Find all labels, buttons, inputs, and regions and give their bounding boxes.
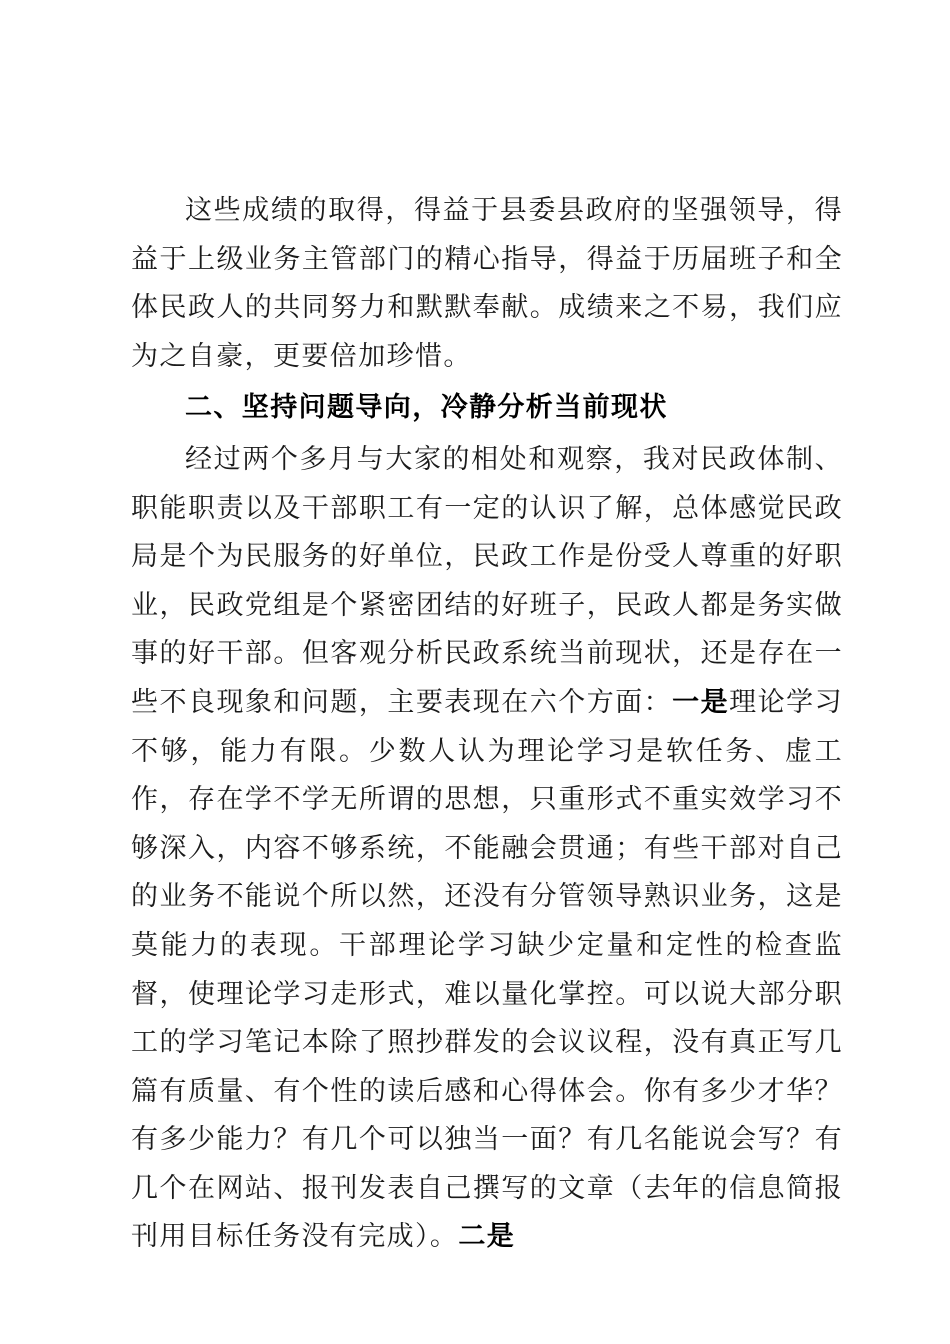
point-marker-two: 二是	[458, 1221, 516, 1253]
section-heading	[131, 384, 843, 433]
document-body	[131, 187, 843, 1262]
paragraph-current-status-intro: 经过两个多月与大家的相处和观察，我对民政体制、职能职责以及干部职工有一定的认识了解，总体感觉民政局是个为民服务的好单位，民政工作是份受人尊重的好职业，民政党组是个紧密团结的好班子，民政人都是务实做事的好干部。但客观分析民政系统当前现状，还是存在一些不良现象和问题，主要表现在六个方面：	[131, 443, 843, 718]
paragraph-current-status-point-one: 理论学习不够，能力有限。少数人认为理论学习是软任务、虚工作，存在学不学无所谓的思想，只重形式不重实效学习不够深入，内容不够系统，不能融会贯通；有些干部对自己的业务不能说个所以然，还没有分管领导熟识业务，这是莫能力的表现。干部理论学习缺少定量和定性的检查监督，使理论学习走形式，难以量化掌控。可以说大部分职工的学习笔记本除了照抄群发的会议议程，没有真正写几篇有质量、有个性的读后感和心得体会。你有多少才华？有多少能力？有几个可以独当一面？有几名能说会写？有几个在网站、报刊发表自己撰写的文章（去年的信息简报刊用目标任务没有完成）。	[131, 686, 843, 1253]
paragraph-achievements	[131, 187, 843, 381]
paragraph-achievements-text: 这些成绩的取得，得益于县委县政府的坚强领导，得益于上级业务主管部门的精心指导，得益于历届班子和全体民政人的共同努力和默默奉献。成绩来之不易，我们应为之自豪，更要倍加珍惜。	[131, 195, 843, 372]
point-marker-one: 一是	[672, 686, 730, 718]
paragraph-current-status	[131, 436, 843, 1262]
section-heading-text: 二、坚持问题导向，冷静分析当前现状	[185, 392, 668, 424]
